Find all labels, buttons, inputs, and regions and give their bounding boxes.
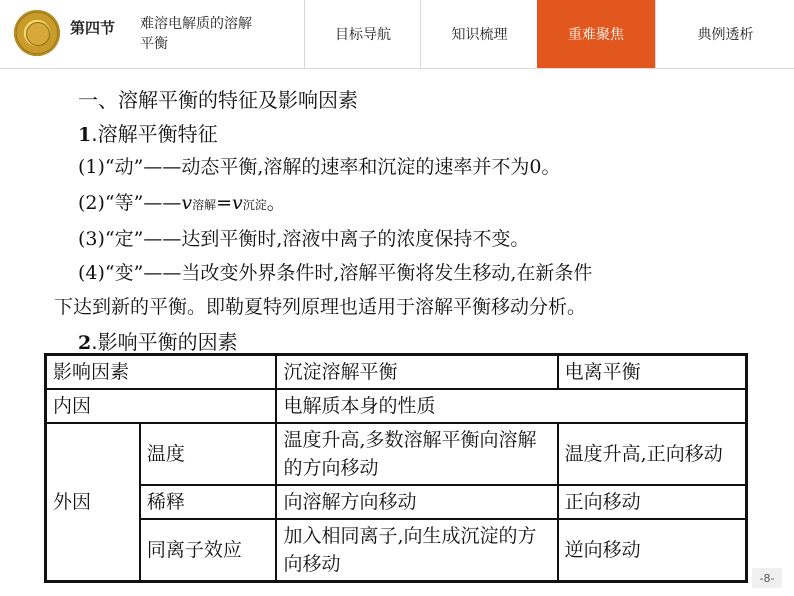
table-cell: 电解质本身的性质 xyxy=(276,389,746,423)
nav-tab-knowledge[interactable]: 知识梳理 xyxy=(420,0,538,68)
table-header-row xyxy=(46,355,747,390)
subheading-2: 2.影响平衡的因素 xyxy=(78,330,238,354)
item-1: (1)“动”——动态平衡,溶解的速率和沉淀的速率并不为0。 xyxy=(78,156,561,178)
main-heading: 一、溶解平衡的特征及影响因素 xyxy=(78,88,358,112)
nav-tab-examples[interactable]: 典例透析 xyxy=(655,0,794,68)
table-cell: 加入相同离子,向生成沉淀的方向移动 xyxy=(276,519,557,582)
item-4-line-2: 下达到新的平衡。即勒夏特列原理也适用于溶解平衡移动分析。 xyxy=(54,296,587,318)
table-row xyxy=(46,423,747,485)
table-row xyxy=(46,519,747,582)
table-cell: 正向移动 xyxy=(558,485,747,519)
table-cell: 外因 xyxy=(46,423,140,582)
school-emblem-icon xyxy=(14,10,60,56)
table-cell: 温度升高,正向移动 xyxy=(558,423,747,485)
table-header-cell: 电离平衡 xyxy=(558,355,747,390)
nav-tab-key-points[interactable]: 重难聚焦 xyxy=(537,0,655,68)
table-header-cell: 影响因素 xyxy=(46,355,277,390)
factors-table xyxy=(44,353,748,583)
section-number: 第四节 xyxy=(70,19,116,37)
table-cell: 逆向移动 xyxy=(558,519,747,582)
item-4-line-1: (4)“变”——当改变外界条件时,溶解平衡将发生移动,在新条件 xyxy=(78,262,593,284)
section-title: 难溶电解质的溶解平衡 xyxy=(140,16,252,52)
table-header-cell: 沉淀溶解平衡 xyxy=(276,355,557,390)
table-row xyxy=(46,389,747,423)
table-cell: 内因 xyxy=(46,389,277,423)
table-row xyxy=(46,485,747,519)
table-cell: 同离子效应 xyxy=(140,519,277,582)
table-cell: 稀释 xyxy=(140,485,277,519)
item-2: (2)“等”——v溶解=v沉淀。 xyxy=(78,192,286,214)
subheading-1: 1.溶解平衡特征 xyxy=(78,122,218,146)
table-cell: 温度升高,多数溶解平衡向溶解的方向移动 xyxy=(276,423,557,485)
page-number: -8- xyxy=(752,568,782,588)
table-cell: 向溶解方向移动 xyxy=(276,485,557,519)
nav-tab-goals[interactable]: 目标导航 xyxy=(304,0,421,68)
header-bar xyxy=(0,0,794,69)
item-3: (3)“定”——达到平衡时,溶液中离子的浓度保持不变。 xyxy=(78,228,530,250)
table-cell: 温度 xyxy=(140,423,277,485)
